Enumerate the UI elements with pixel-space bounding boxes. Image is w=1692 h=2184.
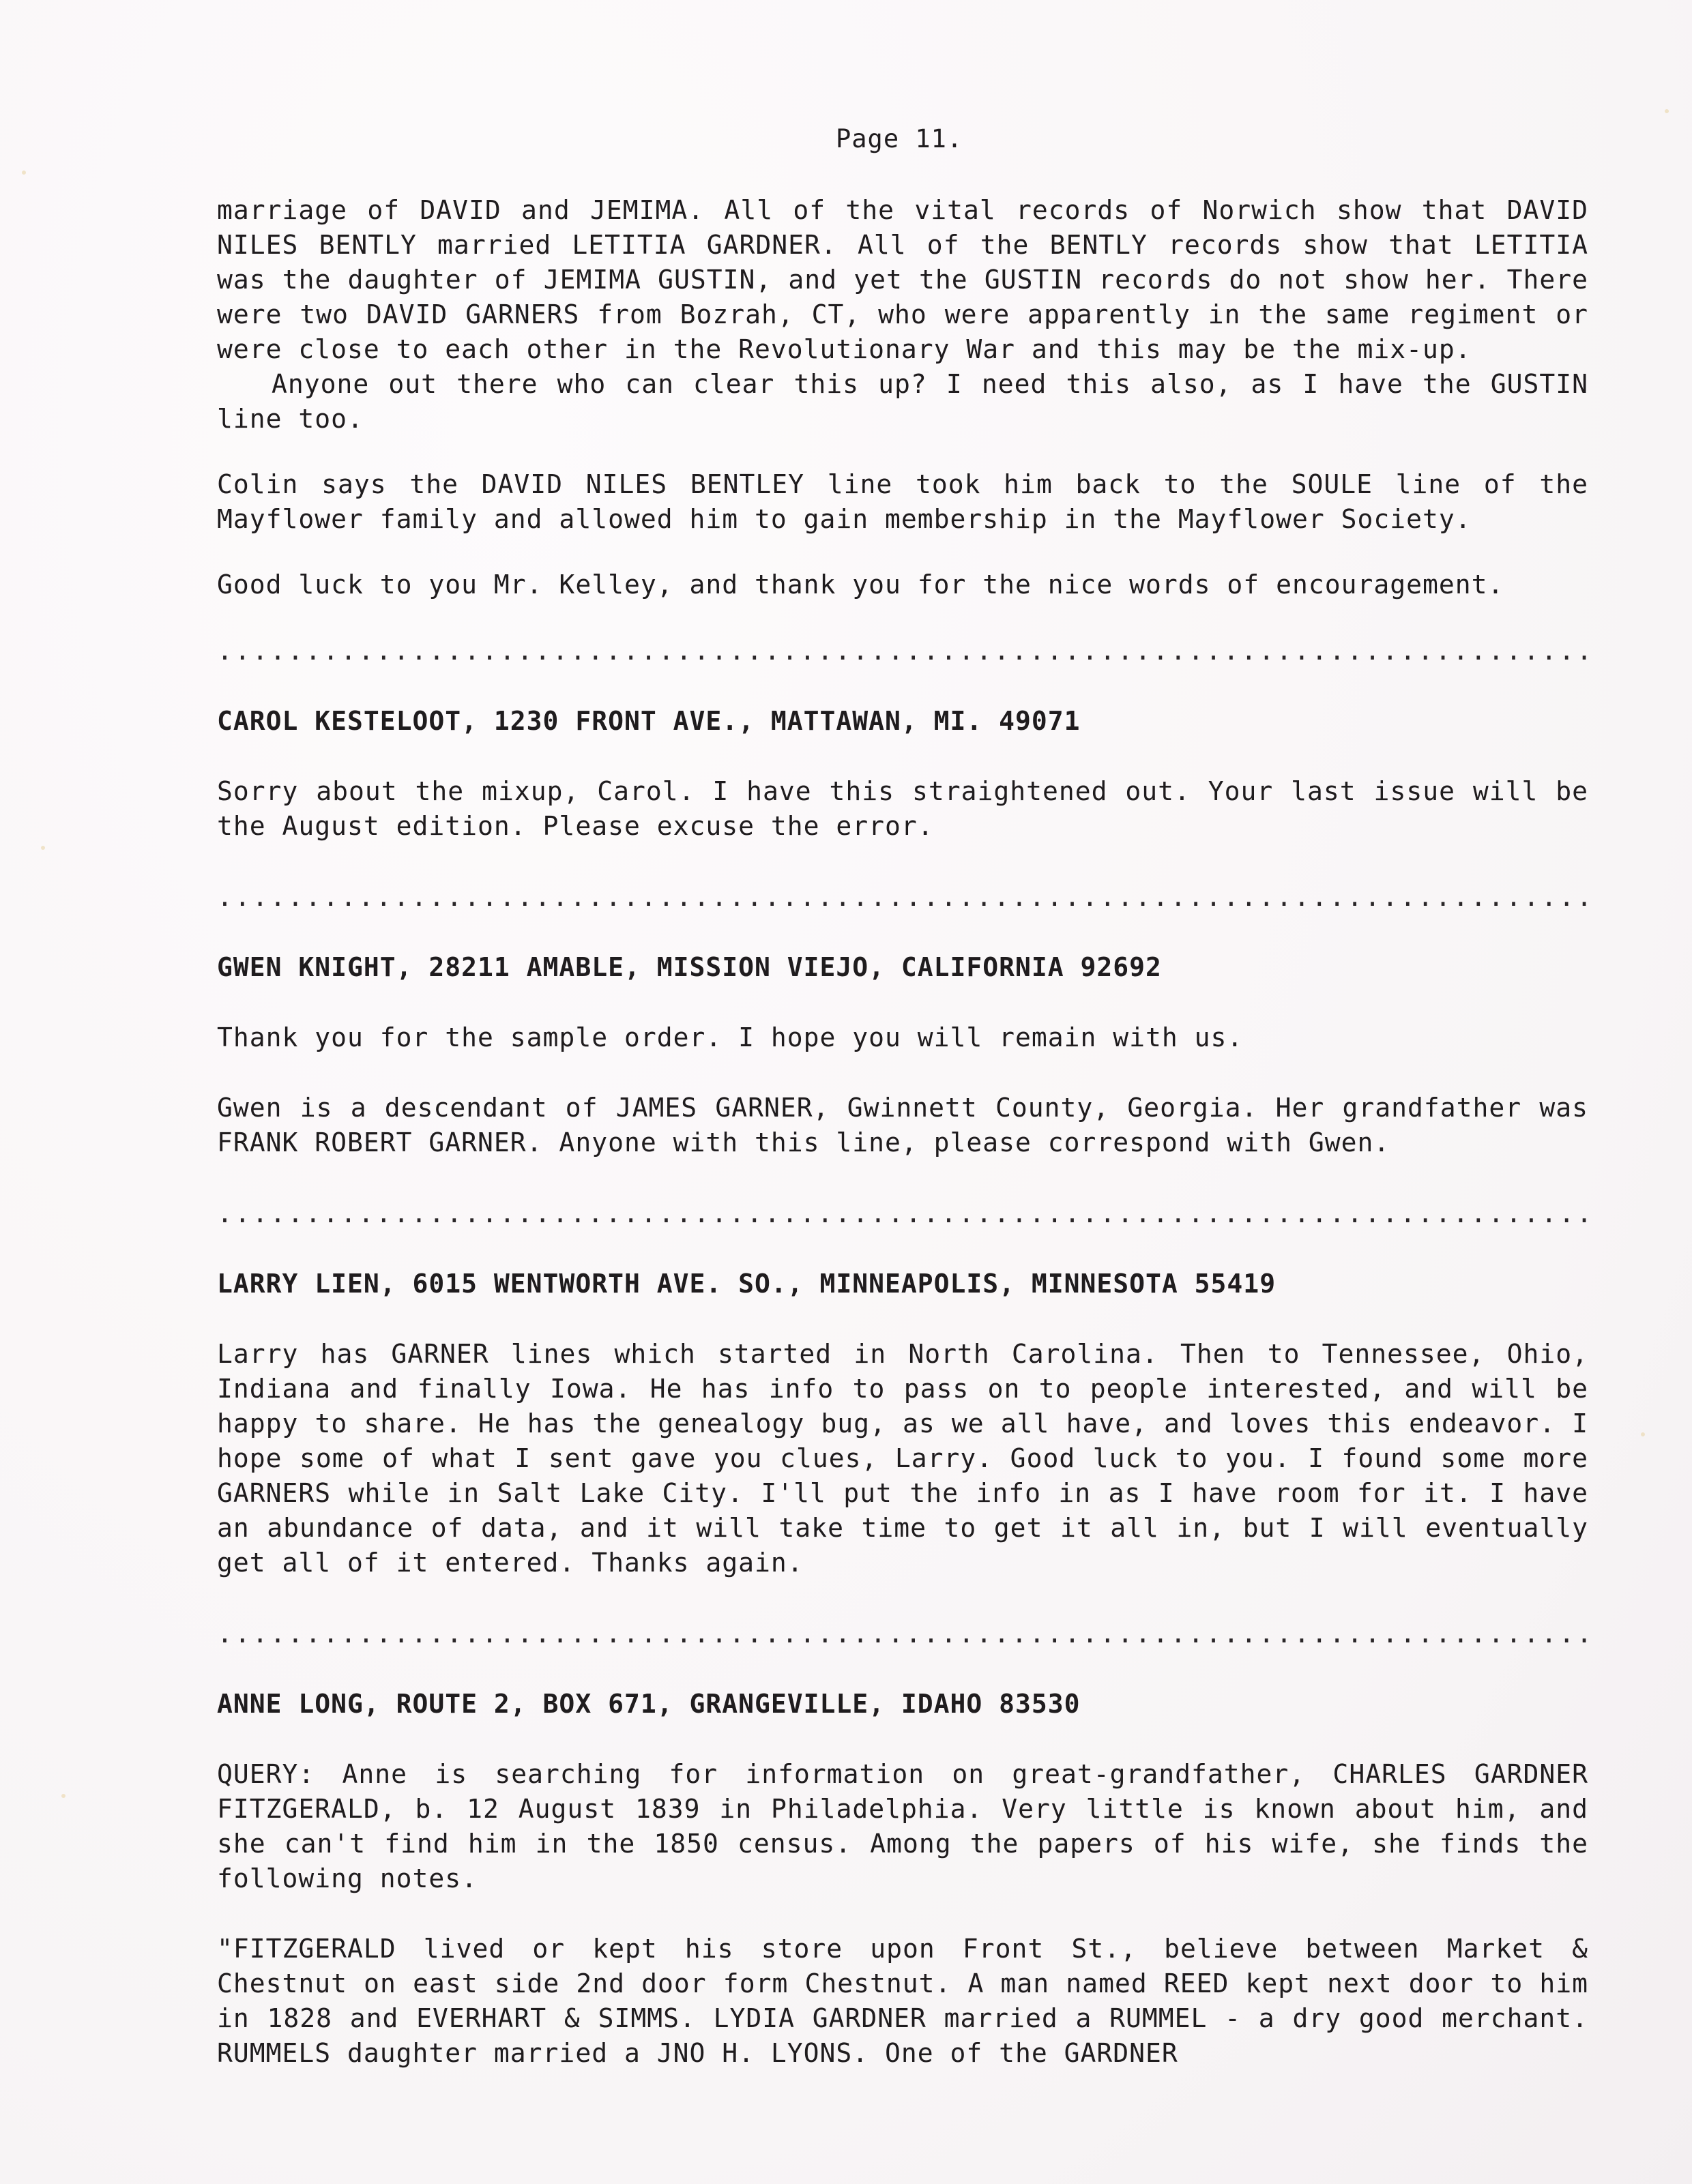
section-heading-larry: LARRY LIEN, 6015 WENTWORTH AVE. SO., MINNEAPOLIS, MINNESOTA 55419 [217, 1269, 1277, 1299]
section-heading-anne: ANNE LONG, ROUTE 2, BOX 671, GRANGEVILLE, IDAHO 83530 [217, 1689, 1081, 1719]
paragraph-intro-4: Good luck to you Mr. Kelley, and thank you for the nice words of encouragement. [217, 570, 1504, 600]
paper-speck [1641, 1432, 1645, 1436]
section-heading-carol: CAROL KESTELOOT, 1230 FRONT AVE., MATTAWAN, MI. 49071 [217, 706, 1081, 736]
dotted-divider [217, 633, 1588, 668]
document-body [217, 193, 1588, 2071]
paper-speck [1665, 109, 1669, 113]
paragraph-anne-2: "FITZGERALD lived or kept his store upon Front St., believe between Market & Chestnut on east side 2nd door form Chestnut. A man named REED kept next door to him in 1828 and EVERHART & SIMMS. LYDIA GARDNER married a RUMMEL - a dry good merchant. RUMMELS daughter married a JNO H. LYONS. One of the GARDNER [217, 1934, 1588, 2068]
dotted-divider [217, 1616, 1588, 1651]
paper-speck [61, 1794, 65, 1798]
dotted-divider [217, 879, 1588, 915]
paragraph-gwen-2: Gwen is a descendant of JAMES GARNER, Gwinnett County, Georgia. Her grandfather was FRANK ROBERT GARNER. Anyone with this line, please correspond with Gwen. [217, 1093, 1588, 1157]
page-number: Page 11. [836, 124, 963, 153]
paragraph-intro-2: Anyone out there who can clear this up? I need this also, as I have the GUSTIN line too. [217, 369, 1588, 434]
section-heading-gwen: GWEN KNIGHT, 28211 AMABLE, MISSION VIEJO, CALIFORNIA 92692 [217, 952, 1162, 982]
paragraph-gwen-1: Thank you for the sample order. I hope you will remain with us. [217, 1022, 1244, 1052]
paper-speck [41, 846, 45, 850]
paragraph-intro-3: Colin says the DAVID NILES BENTLEY line took him back to the SOULE line of the Mayflower family and allowed him to gain membership in the Mayflower Society. [217, 469, 1588, 534]
paper-speck [22, 171, 26, 175]
paragraph-intro-1: marriage of DAVID and JEMIMA. All of the vital records of Norwich show that DAVID NILES BENTLY married LETITIA GARDNER. All of the BENTLY records show that LETITIA was the daughter of JEMIMA GUSTIN, and yet the GUSTIN records do not show her. There were two DAVID GARNERS from Bozrah, CT, who were apparently in the same regiment or were close to each other in the Revolutionary War and this may be the mix-up. [217, 195, 1588, 364]
paragraph-larry-1: Larry has GARNER lines which started in North Carolina. Then to Tennessee, Ohio, Indiana and finally Iowa. He has info to pass on to people interested, and will be happy to share. He has the genealogy bug, as we all have, and loves this endeavor. I hope some of what I sent gave you clues, Larry. Good luck to you. I found some more GARNERS while in Salt Lake City. I'll put the info in as I have room for it. I have an abundance of data, and it will take time to get it all in, but I will eventually get all of it entered. Thanks again. [217, 1339, 1588, 1578]
paragraph-anne-1: QUERY: Anne is searching for information on great-grandfather, CHARLES GARDNER FITZGERALD, b. 12 August 1839 in Philadelphia. Very little is known about him, and she can't find him in the 1850 census. Among the papers of his wife, she finds the following notes. [217, 1759, 1588, 1893]
dotted-divider [217, 1196, 1588, 1231]
paragraph-carol-1: Sorry about the mixup, Carol. I have this straightened out. Your last issue will be the August edition. Please excuse the error. [217, 776, 1588, 841]
